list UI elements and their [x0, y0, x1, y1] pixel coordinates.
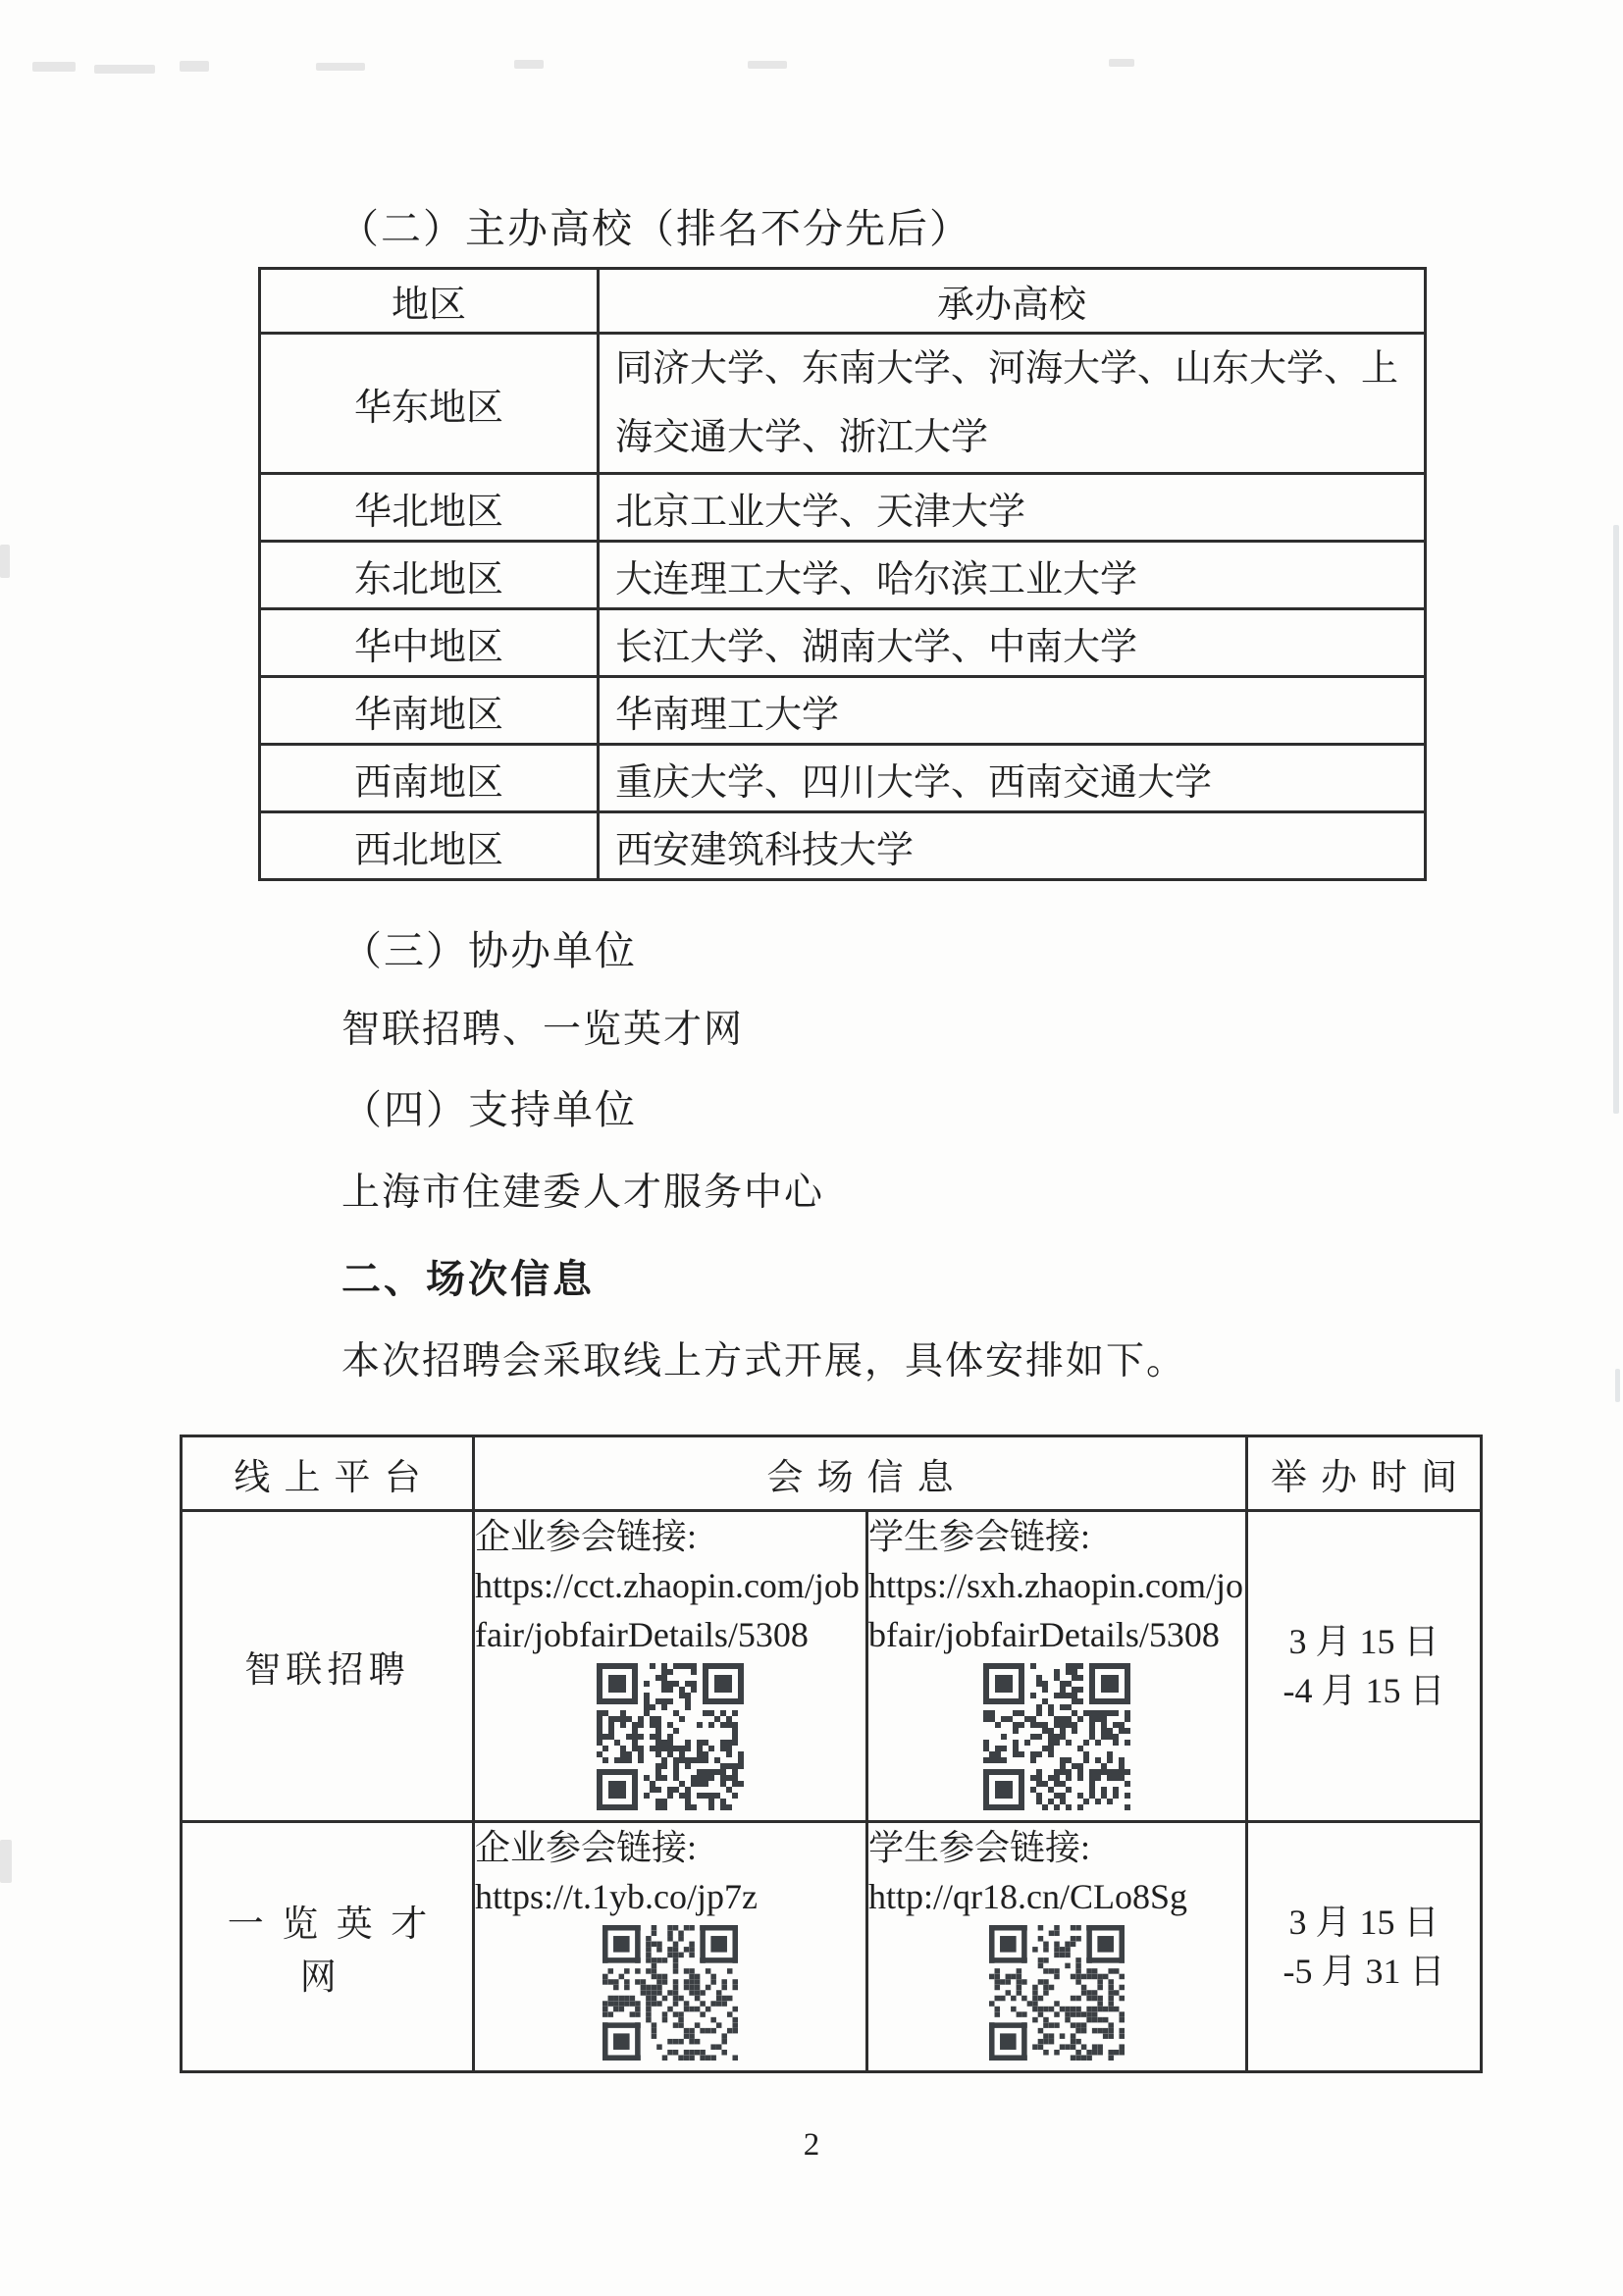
- student-link-url: https://sxh.zhaopin.com/jobfair/jobfairDetails/5308: [868, 1566, 1243, 1654]
- time-cell: [1247, 1511, 1482, 1822]
- scan-artifact: [1613, 525, 1619, 1114]
- company-link-label: 企业参会链接:: [475, 1517, 698, 1556]
- platform-cell: 智联招聘: [182, 1511, 474, 1822]
- platform-header: 线上平台: [182, 1436, 474, 1511]
- co-organizer-body: 智联招聘、一览英才网: [341, 1009, 745, 1051]
- scan-artifact: [0, 1840, 12, 1883]
- table-row: [260, 745, 1426, 812]
- student-link-cell: [867, 1511, 1247, 1822]
- university-table: [258, 267, 1427, 881]
- region-cell: 西北地区: [260, 812, 599, 880]
- table-row: [260, 474, 1426, 542]
- session-intro: 本次招聘会采取线上方式开展，具体安排如下。: [341, 1340, 1187, 1383]
- platform-cell: 一览英才网: [182, 1822, 474, 2072]
- universities-cell: 长江大学、湖南大学、中南大学: [599, 609, 1426, 677]
- time-line: -4 月 15 日: [1283, 1671, 1445, 1710]
- scan-artifact: [32, 62, 76, 72]
- universities-cell: 华南理工大学: [599, 677, 1426, 745]
- organizers-heading: （二）主办高校（排名不分先后）: [339, 206, 971, 251]
- qr-code: [983, 1663, 1130, 1810]
- student-link-label: 学生参会链接:: [868, 1828, 1091, 1867]
- table-row: [182, 1511, 1482, 1822]
- table-header-row: [182, 1436, 1482, 1511]
- region-header: 地区: [260, 269, 599, 334]
- qr-wrap: [868, 1663, 1245, 1820]
- student-link-cell: [867, 1822, 1247, 2072]
- qr-code: [602, 1925, 738, 2061]
- table-row: [260, 812, 1426, 880]
- universities-cell: 北京工业大学、天津大学: [599, 474, 1426, 542]
- scan-artifact: [0, 545, 10, 578]
- company-link-url: https://t.1yb.co/jp7z: [475, 1877, 758, 1916]
- session-table: [180, 1435, 1483, 2073]
- scan-artifact: [94, 65, 155, 74]
- universities-cell: 西安建筑科技大学: [599, 812, 1426, 880]
- region-cell: 东北地区: [260, 542, 599, 609]
- region-cell: 华中地区: [260, 609, 599, 677]
- time-line: 3 月 15 日: [1288, 1903, 1440, 1942]
- region-cell: 华东地区: [260, 334, 599, 474]
- qr-code: [989, 1925, 1125, 2061]
- student-link-label: 学生参会链接:: [868, 1517, 1091, 1556]
- qr-code: [597, 1663, 744, 1810]
- universities-cell: 重庆大学、四川大学、西南交通大学: [599, 745, 1426, 812]
- table-header-row: [260, 269, 1426, 334]
- scan-artifact: [1109, 59, 1134, 67]
- company-link-label: 企业参会链接:: [475, 1828, 698, 1867]
- scan-artifact: [514, 60, 544, 69]
- universities-header: 承办高校: [599, 269, 1426, 334]
- co-organizer-heading: （三）协办单位: [341, 928, 637, 973]
- time-header: 举办时间: [1247, 1436, 1482, 1511]
- support-body: 上海市住建委人才服务中心: [341, 1172, 825, 1214]
- universities-cell: 同济大学、东南大学、河海大学、山东大学、上海交通大学、浙江大学: [599, 334, 1426, 474]
- qr-wrap: [868, 1925, 1245, 2070]
- company-link-cell: [474, 1822, 867, 2072]
- table-row: [260, 334, 1426, 474]
- table-row: [260, 677, 1426, 745]
- support-heading: （四）支持单位: [341, 1087, 637, 1132]
- scan-artifact: [316, 63, 365, 71]
- time-line: 3 月 15 日: [1288, 1622, 1440, 1661]
- session-heading: 二、场次信息: [341, 1258, 595, 1301]
- company-link-cell: [474, 1511, 867, 1822]
- region-cell: 西南地区: [260, 745, 599, 812]
- table-row: [260, 542, 1426, 609]
- table-row: [182, 1822, 1482, 2072]
- qr-wrap: [475, 1925, 865, 2070]
- scan-artifact: [180, 61, 209, 72]
- venue-header: 会场信息: [474, 1436, 1247, 1511]
- page-number: 2: [803, 2127, 820, 2163]
- time-cell: [1247, 1822, 1482, 2072]
- table-row: [260, 609, 1426, 677]
- qr-wrap: [475, 1663, 865, 1820]
- time-line: -5 月 31 日: [1283, 1952, 1445, 1991]
- scan-artifact: [1615, 1369, 1620, 1402]
- universities-cell: 大连理工大学、哈尔滨工业大学: [599, 542, 1426, 609]
- company-link-url: https://cct.zhaopin.com/jobfair/jobfairDetails/5308: [475, 1566, 860, 1654]
- student-link-url: http://qr18.cn/CLo8Sg: [868, 1877, 1188, 1916]
- region-cell: 华北地区: [260, 474, 599, 542]
- region-cell: 华南地区: [260, 677, 599, 745]
- scan-artifact: [748, 61, 787, 69]
